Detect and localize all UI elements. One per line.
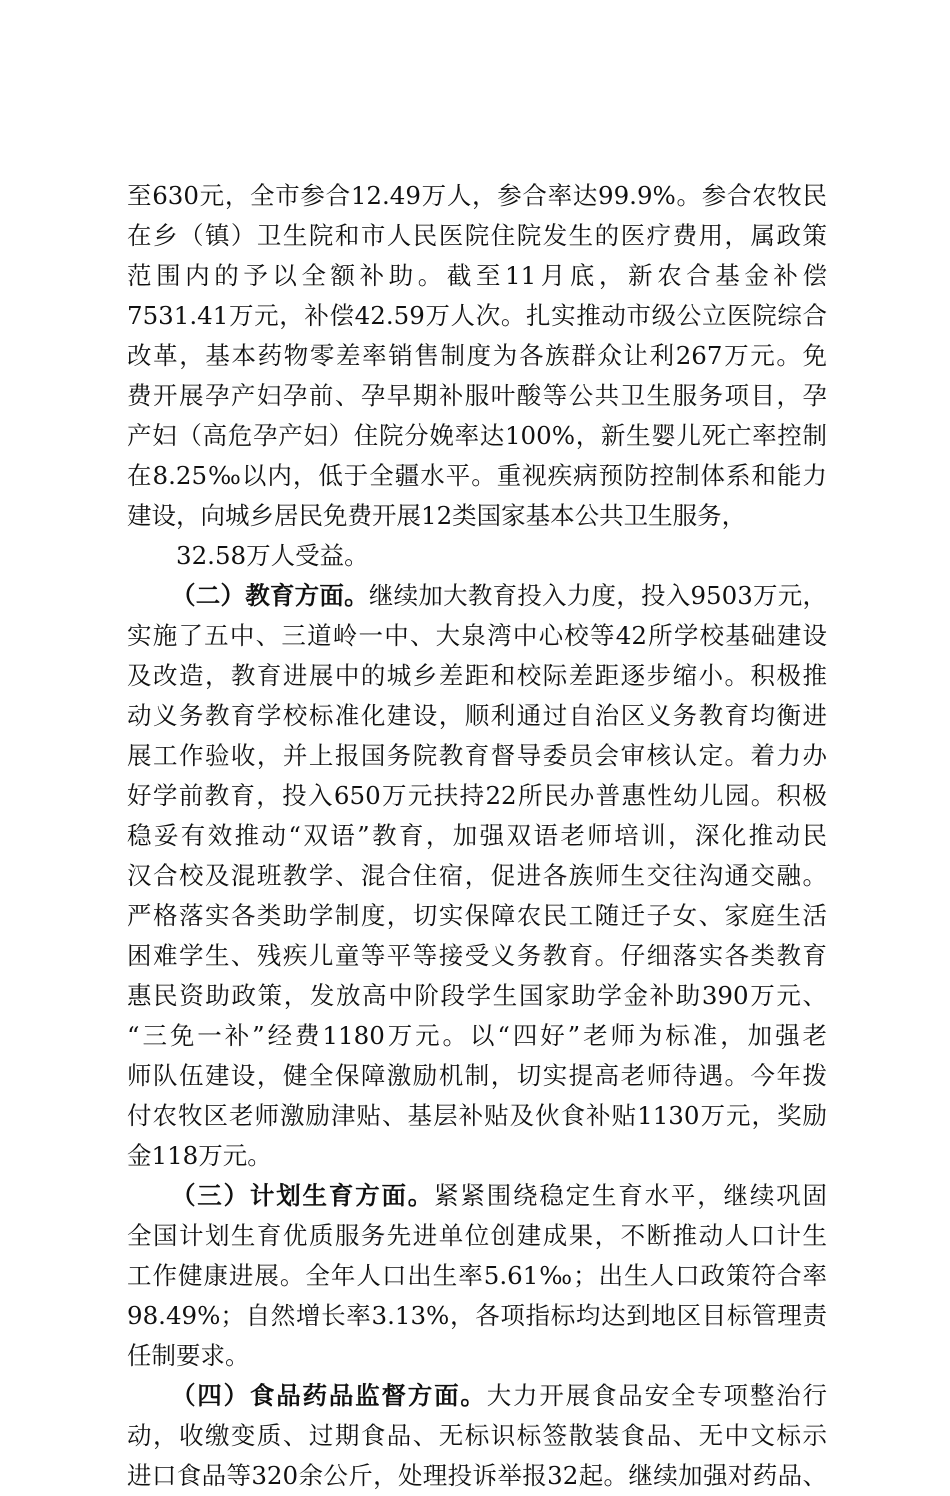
text-line: 动，收缴变质、过期食品、无标识标签散装食品、无中文标示 (127, 1421, 827, 1450)
text-line: 及改造，教育进展中的城乡差距和校际差距逐步缩小。积极推 (127, 661, 827, 690)
text-line: 困难学生、残疾儿童等平等接受义务教育。仔细落实各类教育 (127, 941, 827, 970)
text-line: 32.58万人受益。 (176, 541, 369, 570)
text-line: “三免一补”经费1180万元。以“四好”老师为标准，加强老 (127, 1021, 827, 1050)
section-text: 大力开展食品安全专项整治行 (486, 1381, 827, 1410)
section-text: 紧紧围绕稳定生育水平，继续巩固 (434, 1181, 827, 1210)
text-line: 7531.41万元，补偿42.59万人次。扎实推动市级公立医院综合 (127, 301, 827, 330)
text-line: 付农牧区老师激励津贴、基层补贴及伙食补贴1130万元，奖励 (127, 1101, 827, 1130)
text-line: 任制要求。 (127, 1341, 250, 1370)
section-first-line (127, 1376, 827, 1416)
section-heading-food-drug: （四）食品药品监督方面。 (171, 1381, 487, 1410)
section-heading-family-planning: （三）计划生育方面。 (171, 1181, 435, 1210)
text-line: 改革，基本药物零差率销售制度为各族群众让利267万元。免 (127, 341, 827, 370)
text-line: 惠民资助政策，发放高中阶段学生国家助学金补助390万元、 (127, 981, 827, 1010)
text-line: 工作健康进展。全年人口出生率5.61‰；出生人口政策符合率 (127, 1261, 827, 1290)
text-line: 稳妥有效推动“双语”教育，加强双语老师培训，深化推动民 (127, 821, 827, 850)
text-line: 进口食品等320余公斤，处理投诉举报32起。继续加强对药品、 (127, 1461, 827, 1490)
text-line: 金118万元。 (127, 1141, 272, 1170)
section-heading-education: （二）教育方面。 (171, 581, 369, 610)
text-line: 展工作验收，并上报国务院教育督导委员会审核认定。着力办 (127, 741, 827, 770)
text-line: 在8.25‰以内，低于全疆水平。重视疾病预防控制体系和能力 (127, 461, 827, 490)
text-line: 费开展孕产妇孕前、孕早期补服叶酸等公共卫生服务项目，孕 (127, 381, 827, 410)
text-line: 实施了五中、三道岭一中、大泉湾中心校等42所学校基础建设 (127, 621, 827, 650)
section-first-line (127, 576, 827, 616)
text-line: 全国计划生育优质服务先进单位创建成果，不断推动人口计生 (127, 1221, 827, 1250)
text-line: 师队伍建设，健全保障激励机制，切实提高老师待遇。今年拨 (127, 1061, 827, 1090)
text-line: 动义务教育学校标准化建设，顺利通过自治区义务教育均衡进 (127, 701, 827, 730)
section-text: 继续加大教育投入力度，投入9503万元， (368, 581, 827, 610)
section-first-line (127, 1176, 827, 1216)
document-page (127, 176, 827, 1496)
text-line: 至630元，全市参合12.49万人，参合率达99.9%。参合农牧民 (127, 181, 827, 210)
text-line: 好学前教育，投入650万元扶持22所民办普惠性幼儿园。积极 (127, 781, 827, 810)
text-line: 在乡（镇）卫生院和市人民医院住院发生的医疗费用，属政策 (127, 221, 827, 250)
text-line: 98.49%；自然增长率3.13%，各项指标均达到地区目标管理责 (127, 1301, 827, 1330)
text-line: 建设，向城乡居民免费开展12类国家基本公共卫生服务， (127, 501, 747, 530)
text-line: 严格落实各类助学制度，切实保障农民工随迁子女、家庭生活 (127, 901, 827, 930)
text-line: 汉合校及混班教学、混合住宿，促进各族师生交往沟通交融。 (127, 861, 827, 890)
text-line: 范围内的予以全额补助。截至11月底，新农合基金补偿 (127, 261, 827, 290)
text-line: 产妇（高危孕产妇）住院分娩率达100%，新生婴儿死亡率控制 (127, 421, 827, 450)
